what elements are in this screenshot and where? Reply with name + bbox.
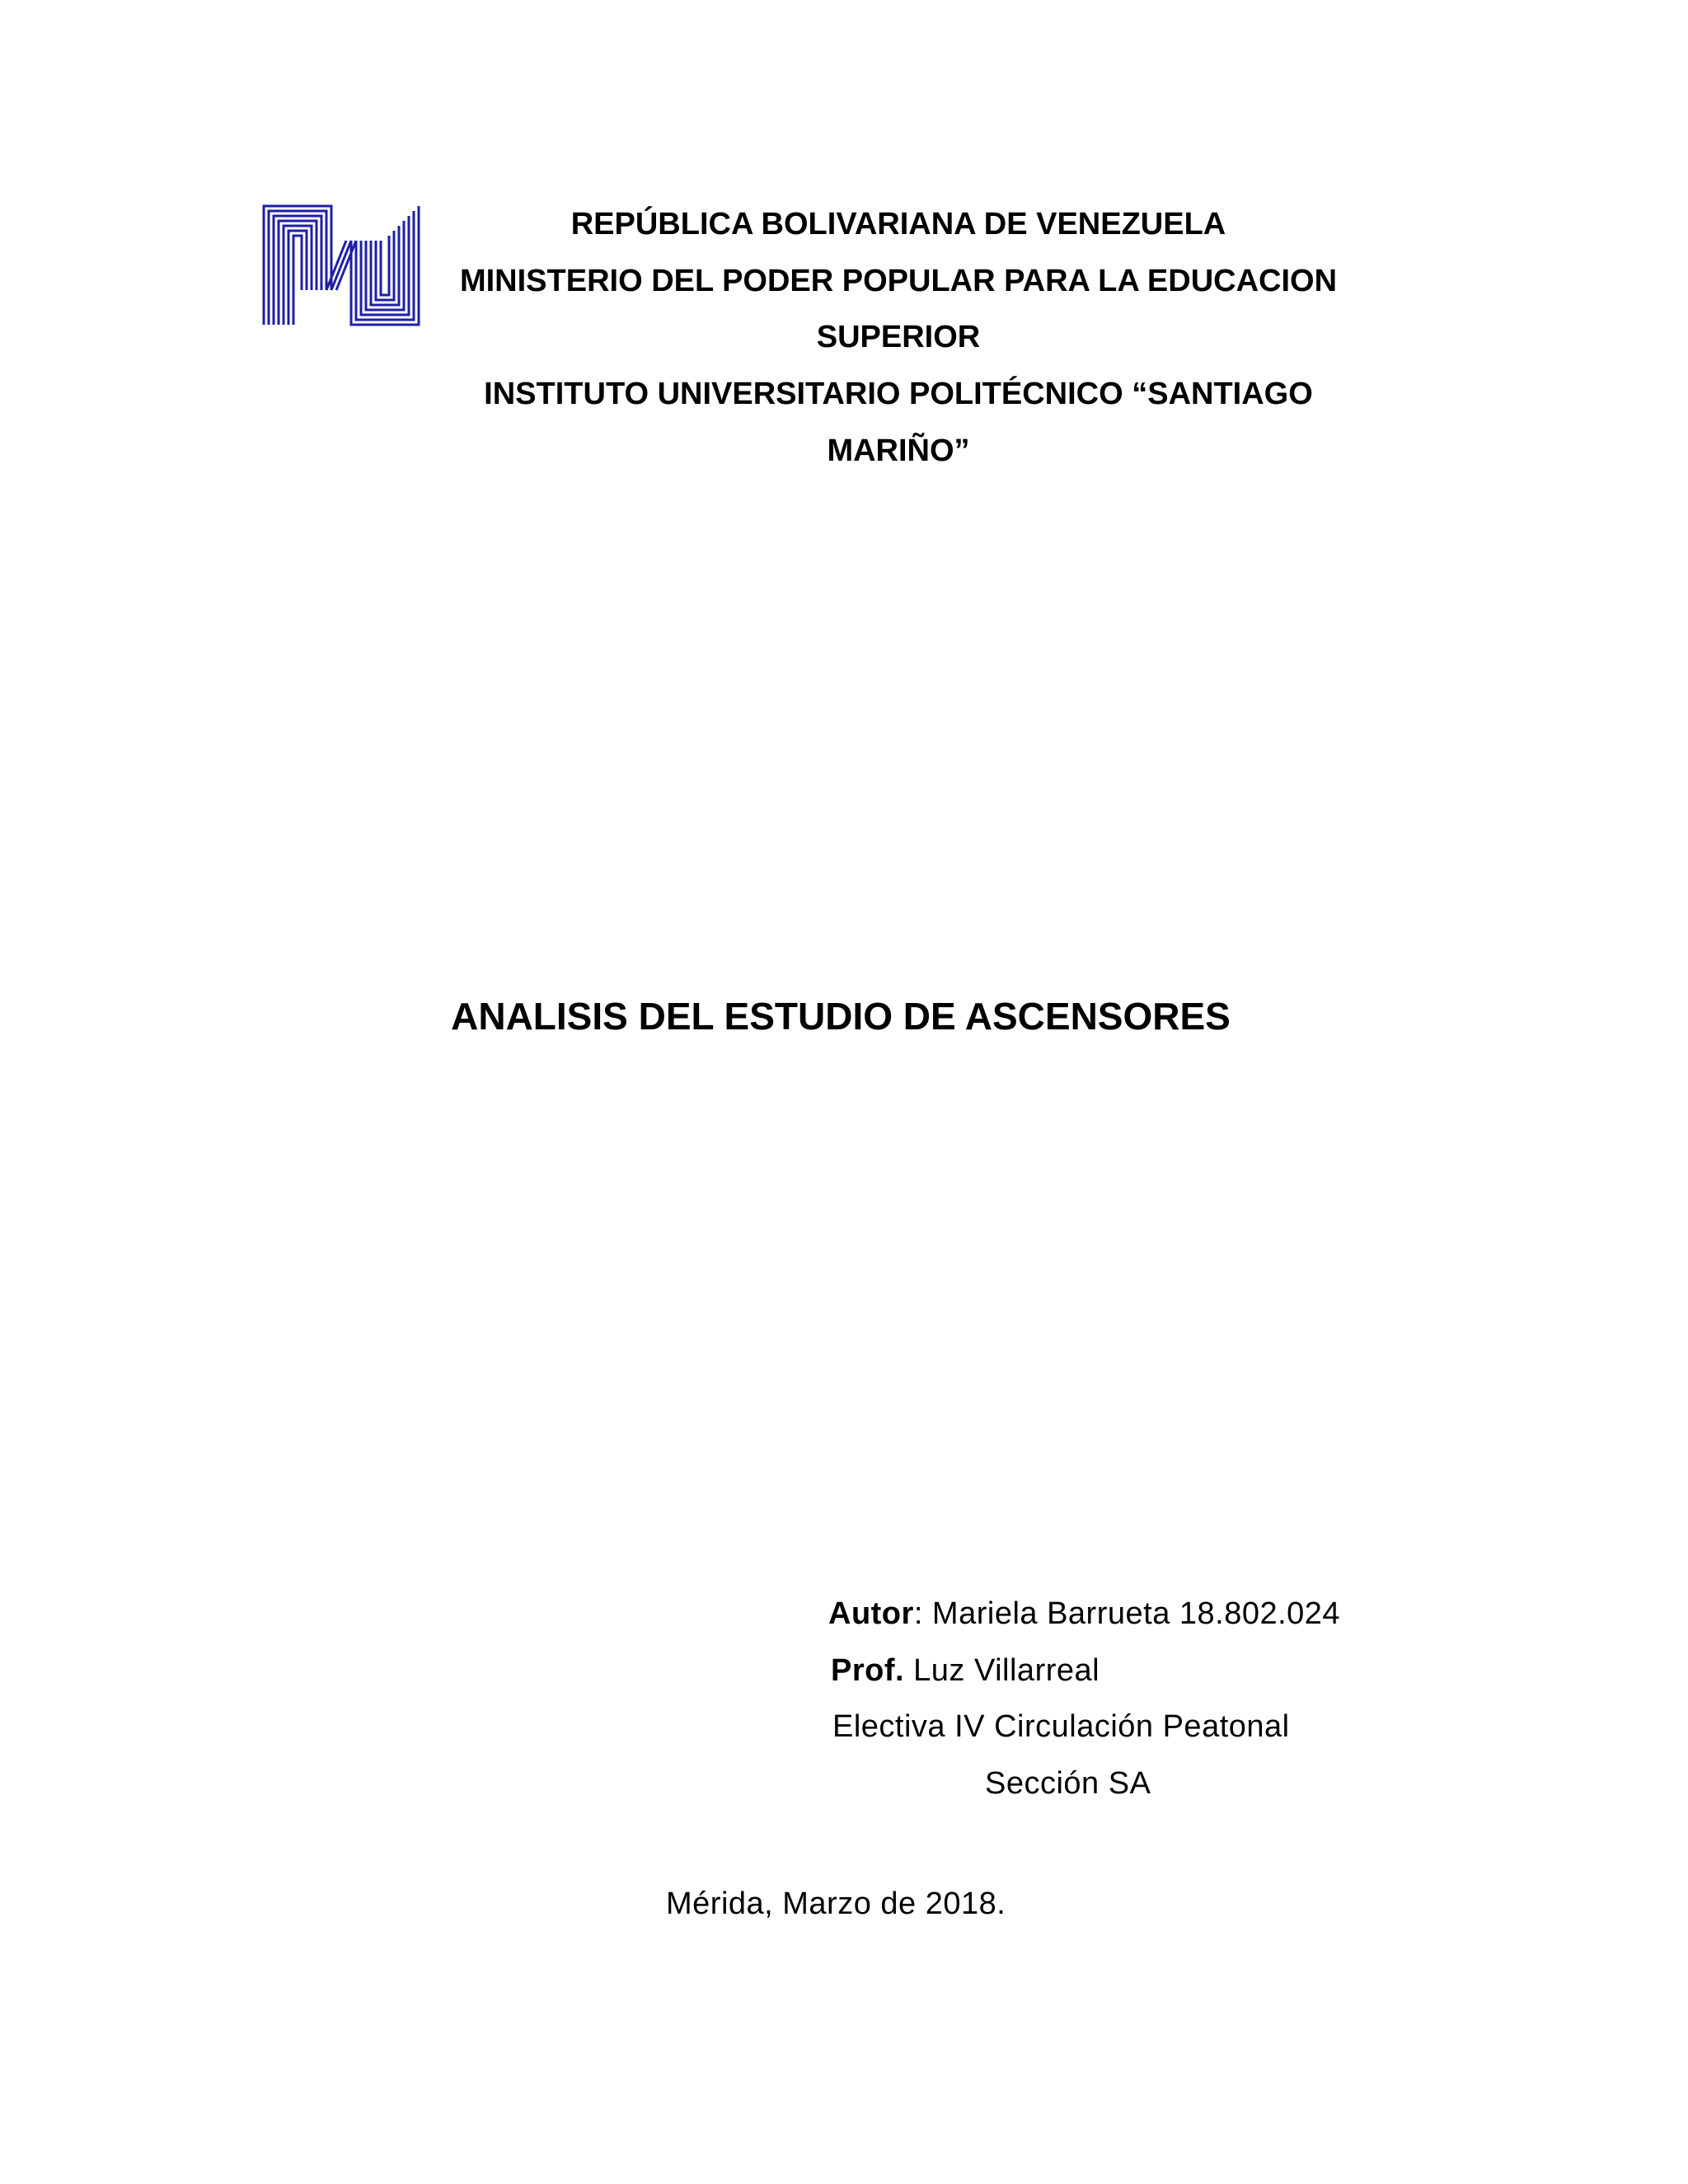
header-marino: MARIÑO” (827, 434, 970, 468)
author-label: Autor (828, 1596, 914, 1631)
header-republic: REPÚBLICA BOLIVARIANA DE VENEZUELA (570, 207, 1226, 241)
header-superior: SUPERIOR (816, 320, 981, 354)
author-line (828, 1595, 1340, 1633)
section-line: Sección SA (985, 1766, 1151, 1801)
header-ministry: MINISTERIO DEL PODER POPULAR PARA LA EDUCACION (459, 264, 1338, 298)
author-value: : Mariela Barrueta 18.802.024 (913, 1596, 1341, 1631)
place-date: Mérida, Marzo de 2018. (666, 1886, 1006, 1921)
institute-logo-icon (262, 204, 420, 326)
header-institute: INSTITUTO UNIVERSITARIO POLITÉCNICO “SANTIAGO (484, 377, 1313, 411)
professor-label: Prof. (831, 1653, 905, 1688)
course-line: Electiva IV Circulación Peatonal (832, 1709, 1290, 1744)
professor-line (831, 1652, 1100, 1690)
professor-value: Luz Villarreal (904, 1653, 1100, 1688)
document-title: ANALISIS DEL ESTUDIO DE ASCENSORES (451, 995, 1231, 1038)
